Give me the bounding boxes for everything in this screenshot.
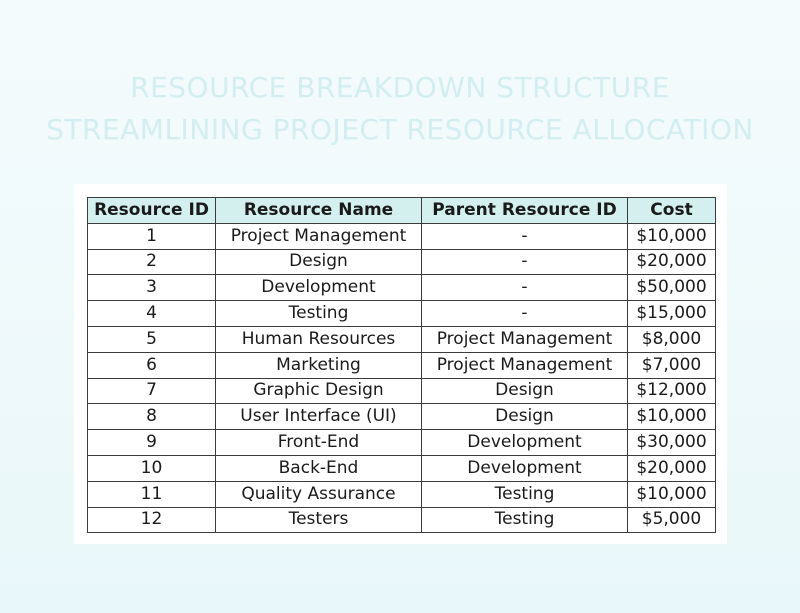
cell-resource-name: Testers <box>216 507 422 533</box>
table-row <box>88 455 716 481</box>
cell-parent-resource-id: Testing <box>422 481 628 507</box>
cell-cost: $10,000 <box>628 404 716 430</box>
cell-parent-resource-id: Development <box>422 430 628 456</box>
cell-parent-resource-id: - <box>422 275 628 301</box>
page-subtitle: STREAMLINING PROJECT RESOURCE ALLOCATION <box>46 113 754 146</box>
table-row <box>88 301 716 327</box>
cell-resource-name: Back-End <box>216 455 422 481</box>
cell-cost: $5,000 <box>628 507 716 533</box>
cell-parent-resource-id: Development <box>422 455 628 481</box>
cell-cost: $15,000 <box>628 301 716 327</box>
page-title: RESOURCE BREAKDOWN STRUCTURE <box>130 71 670 104</box>
table-header-row <box>88 198 716 224</box>
cell-resource-name: Front-End <box>216 430 422 456</box>
resource-table <box>87 197 716 533</box>
cell-resource-name: Testing <box>216 301 422 327</box>
cell-resource-id: 5 <box>88 326 216 352</box>
cell-resource-id: 12 <box>88 507 216 533</box>
cell-cost: $20,000 <box>628 455 716 481</box>
cell-parent-resource-id: Testing <box>422 507 628 533</box>
cell-cost: $30,000 <box>628 430 716 456</box>
cell-resource-id: 11 <box>88 481 216 507</box>
table-row <box>88 352 716 378</box>
table-row <box>88 275 716 301</box>
cell-resource-name: Human Resources <box>216 326 422 352</box>
cell-cost: $8,000 <box>628 326 716 352</box>
table-row <box>88 378 716 404</box>
cell-parent-resource-id: - <box>422 301 628 327</box>
cell-resource-name: Development <box>216 275 422 301</box>
cell-resource-name: Project Management <box>216 223 422 249</box>
cell-resource-name: Design <box>216 249 422 275</box>
column-header-resource-id: Resource ID <box>88 198 216 224</box>
table-row <box>88 430 716 456</box>
cell-cost: $50,000 <box>628 275 716 301</box>
table-row <box>88 326 716 352</box>
cell-parent-resource-id: Project Management <box>422 326 628 352</box>
cell-resource-name: Graphic Design <box>216 378 422 404</box>
column-header-cost: Cost <box>628 198 716 224</box>
cell-cost: $10,000 <box>628 223 716 249</box>
column-header-resource-name: Resource Name <box>216 198 422 224</box>
cell-resource-name: User Interface (UI) <box>216 404 422 430</box>
cell-resource-id: 3 <box>88 275 216 301</box>
cell-cost: $7,000 <box>628 352 716 378</box>
cell-resource-id: 7 <box>88 378 216 404</box>
cell-resource-name: Marketing <box>216 352 422 378</box>
cell-resource-id: 10 <box>88 455 216 481</box>
cell-cost: $12,000 <box>628 378 716 404</box>
cell-resource-id: 4 <box>88 301 216 327</box>
cell-resource-id: 8 <box>88 404 216 430</box>
table-row <box>88 404 716 430</box>
cell-cost: $10,000 <box>628 481 716 507</box>
cell-resource-id: 9 <box>88 430 216 456</box>
cell-cost: $20,000 <box>628 249 716 275</box>
table-card <box>74 184 727 544</box>
cell-resource-id: 1 <box>88 223 216 249</box>
cell-parent-resource-id: - <box>422 223 628 249</box>
cell-parent-resource-id: - <box>422 249 628 275</box>
cell-parent-resource-id: Design <box>422 378 628 404</box>
column-header-parent-resource-id: Parent Resource ID <box>422 198 628 224</box>
table-row <box>88 507 716 533</box>
cell-resource-name: Quality Assurance <box>216 481 422 507</box>
table-row <box>88 249 716 275</box>
cell-parent-resource-id: Project Management <box>422 352 628 378</box>
table-row <box>88 481 716 507</box>
cell-resource-id: 2 <box>88 249 216 275</box>
cell-resource-id: 6 <box>88 352 216 378</box>
cell-parent-resource-id: Design <box>422 404 628 430</box>
table-row <box>88 223 716 249</box>
